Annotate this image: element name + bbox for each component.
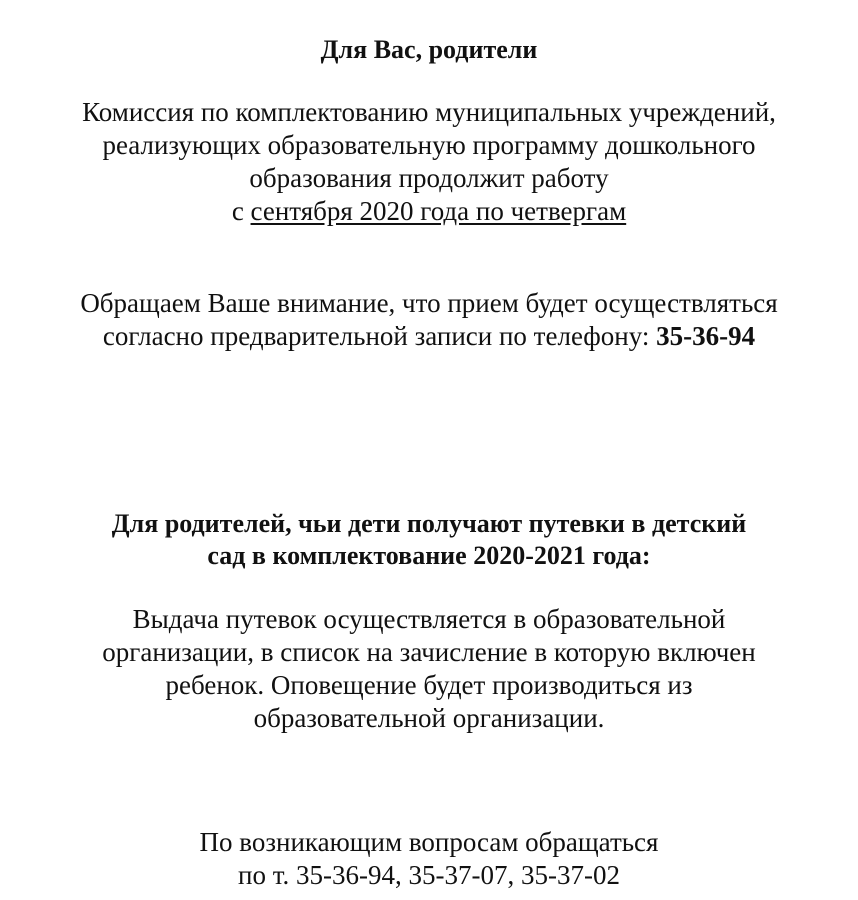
vouchers-line-3: ребенок. Оповещение будет производиться из [165,670,693,700]
appointment-line-1: Обращаем Ваше внимание, что прием будет осуществляться [80,288,778,318]
appointment-line-2 [0,320,858,353]
contacts-line-2: по т. 35-36-94, 35-37-07, 35-37-02 [238,860,620,890]
vouchers-paragraph [0,603,858,735]
appointment-line-2-prefix: согласно предварительной записи по телефону: [102,321,657,351]
vouchers-line-2: организации, в список на зачисление в которую включен [102,637,756,667]
vouchers-heading-line-1: Для родителей, чьи дети получают путевки в детский [111,509,747,538]
appointment-paragraph [0,287,858,353]
commission-line-3: образования продолжит работу [249,163,609,193]
contacts-line-1: По возникающим вопросам обращаться [199,827,659,857]
vouchers-heading-line-2: сад в комплектование 2020-2021 года: [207,541,651,570]
commission-paragraph [0,96,858,228]
appointment-phone: 35-36-94 [656,321,756,351]
commission-schedule: сентября 2020 года по четвергам [250,196,627,226]
commission-line-4 [0,195,858,228]
commission-line-1: Комиссия по комплектованию муниципальных учреждений, [82,97,776,127]
vouchers-line-4: образовательной организации. [253,703,605,733]
vouchers-line-1: Выдача путевок осуществляется в образовательной [132,604,726,634]
heading-text: Для Вас, родители [320,35,538,64]
page-title [0,34,858,66]
contacts-paragraph [0,826,858,892]
commission-line-2: реализующих образовательную программу дошкольного [102,130,756,160]
commission-line-4-prefix: с [231,196,251,226]
vouchers-heading [0,508,858,572]
